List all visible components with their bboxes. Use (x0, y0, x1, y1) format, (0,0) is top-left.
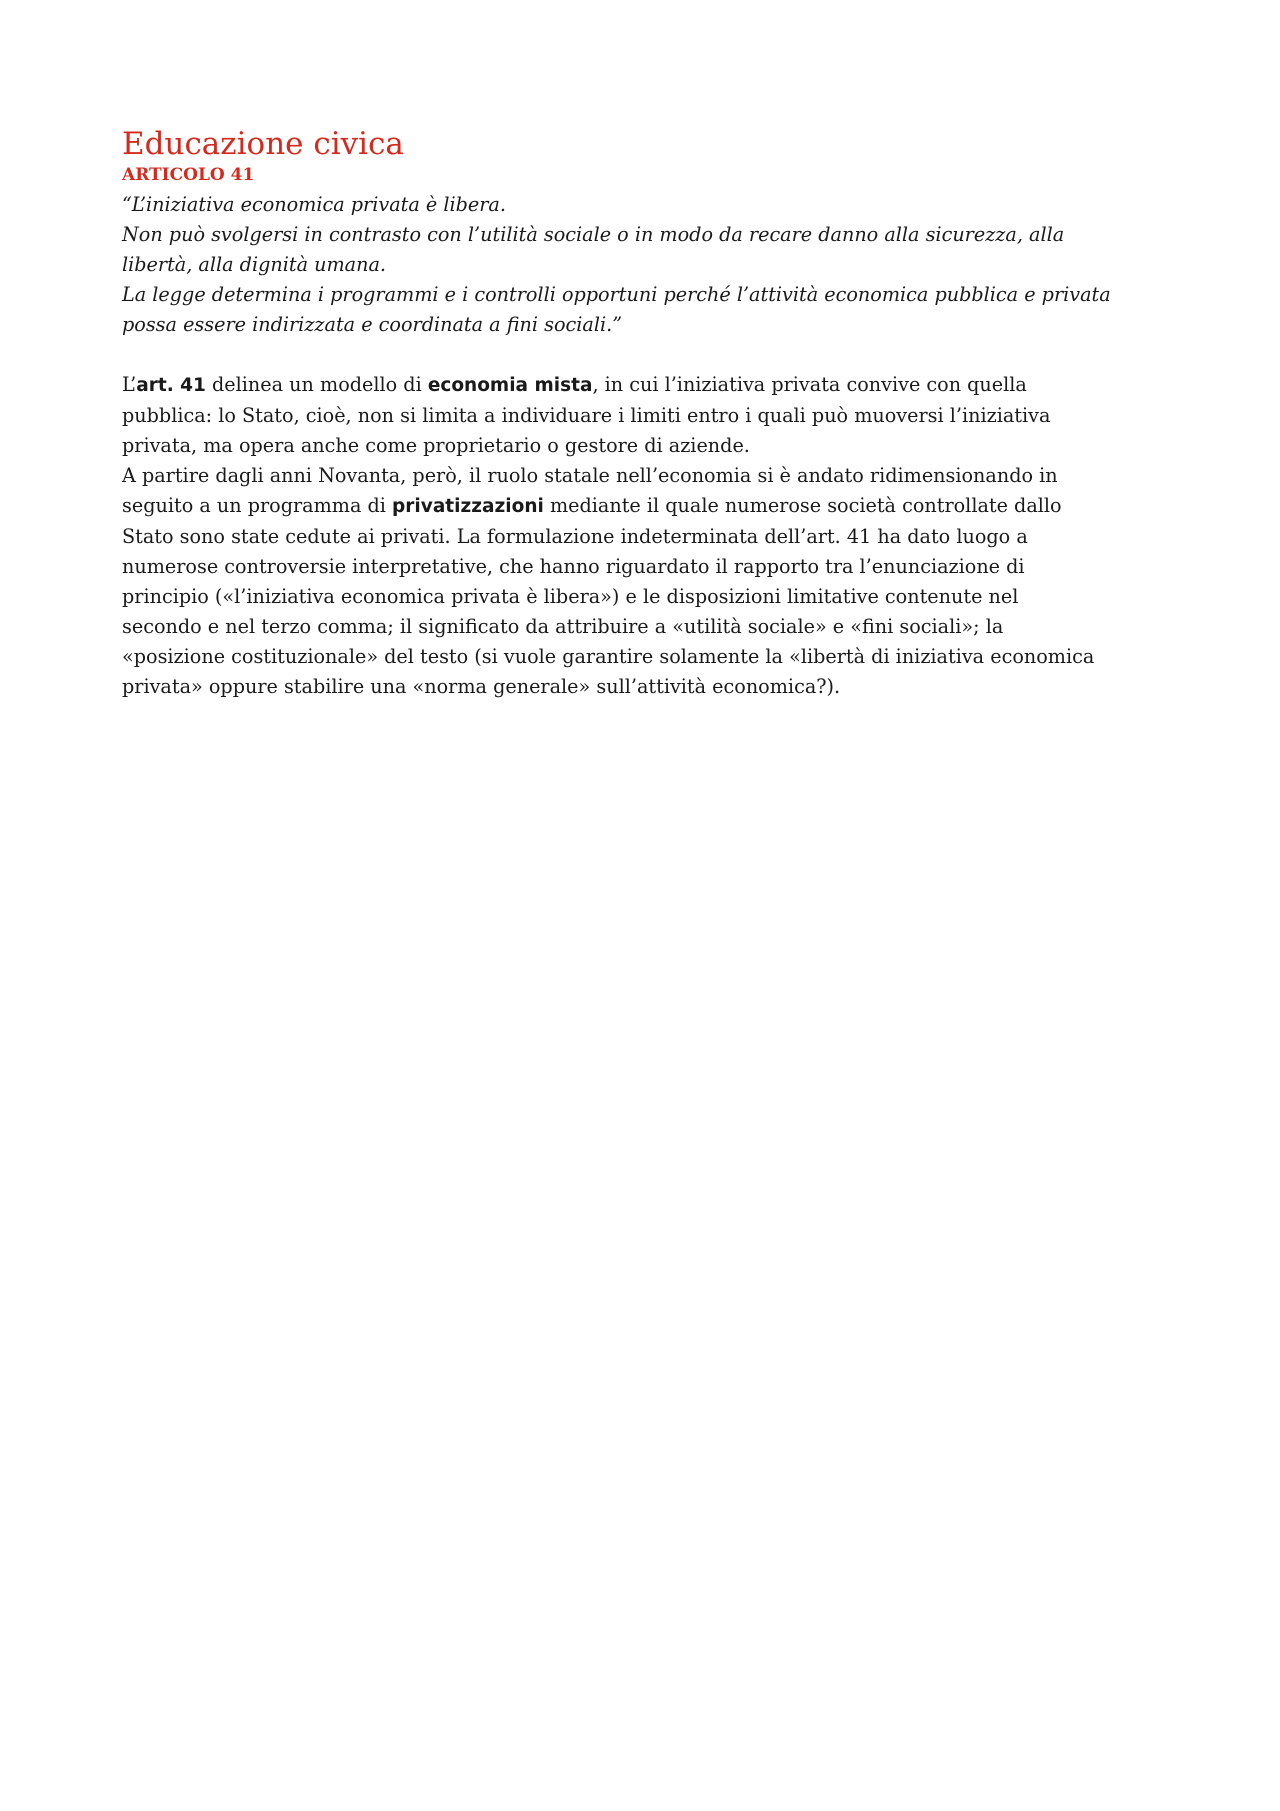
body-line: Stato sono state cedute ai privati. La formulazione indeterminata dell’art. 41 ha dato luogo a (122, 525, 1028, 548)
body-line: secondo e nel terzo comma; il significato da attribuire a «utilità sociale» e «fini sociali»; la (122, 615, 1004, 638)
body-text: seguito a un programma di (122, 494, 393, 517)
bold-term-privatizzazioni: privatizzazioni (392, 496, 544, 517)
quote-line: libertà, alla dignità umana. (122, 253, 387, 276)
article-quote (122, 190, 1172, 340)
body-line: pubblica: lo Stato, cioè, non si limita a individuare i limiti entro i quali può muoversi l’iniziativa (122, 404, 1051, 427)
body-line: A partire dagli anni Novanta, però, il ruolo statale nell’economia si è andato ridimensionando in (122, 464, 1058, 487)
quote-line: possa essere indirizzata e coordinata a fini sociali.” (122, 313, 622, 336)
body-text: delinea un modello di (205, 373, 428, 396)
bold-term-art41: art. 41 (136, 375, 206, 396)
body-line: privata» oppure stabilire una «norma generale» sull’attività economica?). (122, 675, 841, 698)
bold-term-economia-mista: economia mista (427, 375, 593, 396)
body-line: privata, ma opera anche come proprietario o gestore di aziende. (122, 434, 750, 457)
body-paragraph (122, 370, 1172, 702)
quote-line: La legge determina i programmi e i controlli opportuni perché l’attività economica pubblica e privata (122, 283, 1111, 306)
body-text: mediante il quale numerose società controllate dallo (543, 494, 1062, 517)
body-line (122, 370, 1172, 401)
quote-line: “L’iniziativa economica privata è libera. (122, 193, 506, 216)
body-text: L’ (122, 373, 137, 396)
body-line: numerose controversie interpretative, che hanno riguardato il rapporto tra l’enunciazione di (122, 555, 1025, 578)
body-line: «posizione costituzionale» del testo (si vuole garantire solamente la «libertà di iniziativa economica (122, 645, 1095, 668)
quote-line: Non può svolgersi in contrasto con l’utilità sociale o in modo da recare danno alla sicurezza, alla (122, 223, 1065, 246)
body-line: principio («l’iniziativa economica privata è libera») e le disposizioni limitative contenute nel (122, 585, 1019, 608)
article-heading: ARTICOLO 41 (122, 165, 255, 185)
body-line (122, 491, 1172, 522)
paragraph-spacer (122, 340, 1172, 370)
body-text: , in cui l’iniziativa privata convive con quella (592, 373, 1027, 396)
page-title: Educazione civica (122, 126, 404, 162)
document-page (122, 124, 1172, 702)
